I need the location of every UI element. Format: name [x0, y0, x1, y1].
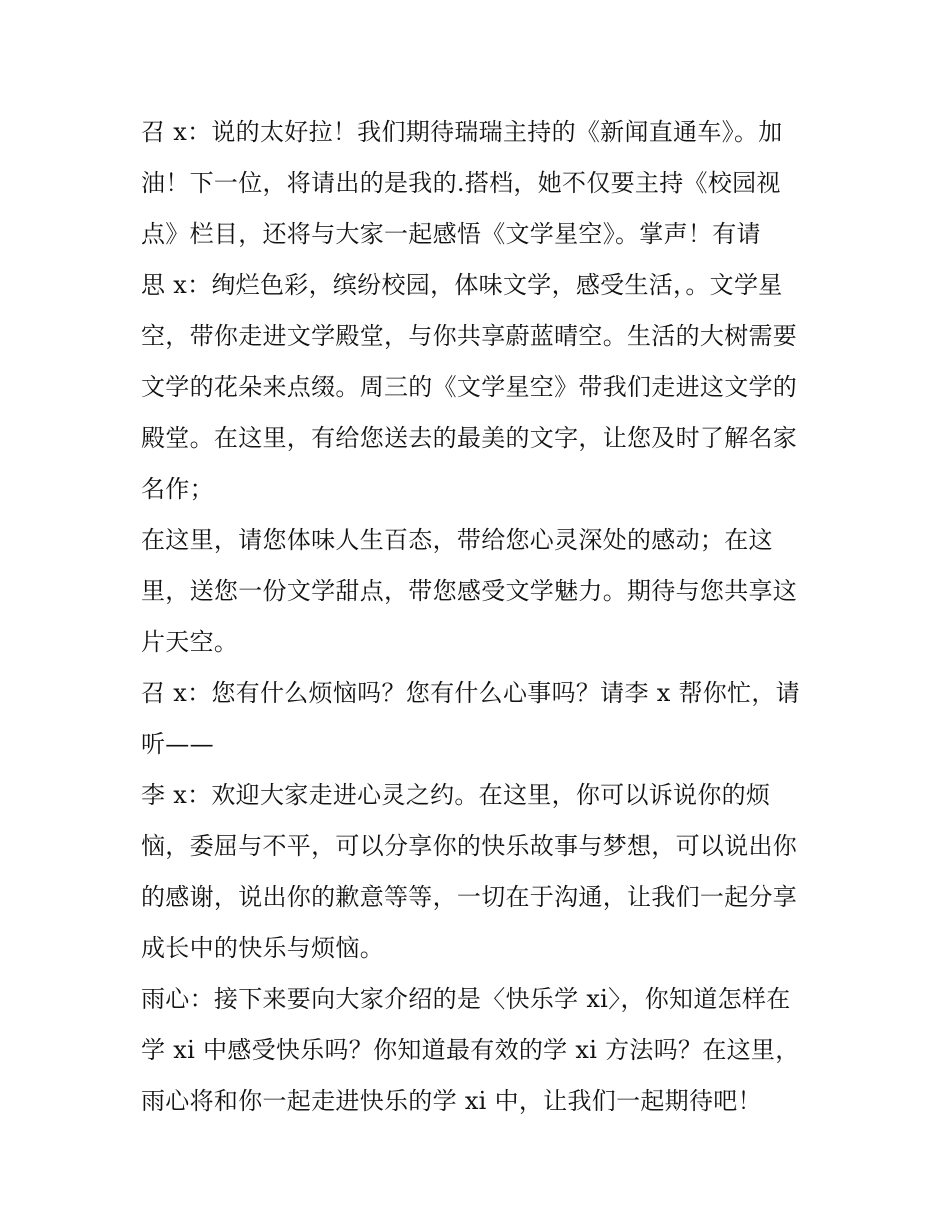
text-line: 名作；: [141, 475, 214, 503]
text-line: 恼，委屈与不平，可以分享你的快乐故事与梦想，可以说出你: [141, 832, 798, 860]
text-line: 雨心：接下来要向大家介绍的是〈快乐学 xi〉，你知道怎样在: [141, 985, 791, 1013]
text-line: 文学的花朵来点缀。周三的《文学星空》带我们走进这文学的: [141, 373, 798, 401]
document-text-body: [141, 107, 821, 1127]
text-line: 成长中的快乐与烦恼。: [141, 934, 384, 962]
text-line: 殿堂。在这里，有给您送去的最美的文字，让您及时了解名家: [141, 424, 798, 452]
text-line: 思 x：绚烂色彩，缤纷校园，体味文学，感受生活，。文学星: [141, 271, 783, 299]
text-line: 召 x：说的太好拉！我们期待瑞瑞主持的《新闻直通车》。加: [141, 118, 783, 146]
text-line: 的感谢，说出你的歉意等等，一切在于沟通，让我们一起分享: [141, 883, 798, 911]
text-line: 召 x：您有什么烦恼吗？您有什么心事吗？请李 x 帮你忙，请: [141, 679, 800, 707]
text-line: 雨心将和你一起走进快乐的学 xi 中，让我们一起期待吧！: [141, 1087, 762, 1115]
text-line: 点》栏目，还将与大家一起感悟《文学星空》。掌声！有请: [141, 220, 761, 248]
text-line: 里，送您一份文学甜点，带您感受文学魅力。期待与您共享这: [141, 577, 798, 605]
text-line: 片天空。: [141, 628, 239, 656]
text-line: 在这里，请您体味人生百态，带给您心灵深处的感动；在这: [141, 526, 773, 554]
text-line: 李 x：欢迎大家走进心灵之约。在这里，你可以诉说你的烦: [141, 781, 771, 809]
text-line: 学 xi 中感受快乐吗？你知道最有效的学 xi 方法吗？在这里，: [141, 1036, 800, 1064]
text-line: 油！下一位，将请出的是我的.搭档，她不仅要主持《校园视: [141, 169, 781, 197]
text-line: 听——: [141, 730, 214, 758]
text-line: 空，带你走进文学殿堂，与你共享蔚蓝晴空。生活的大树需要: [141, 322, 798, 350]
